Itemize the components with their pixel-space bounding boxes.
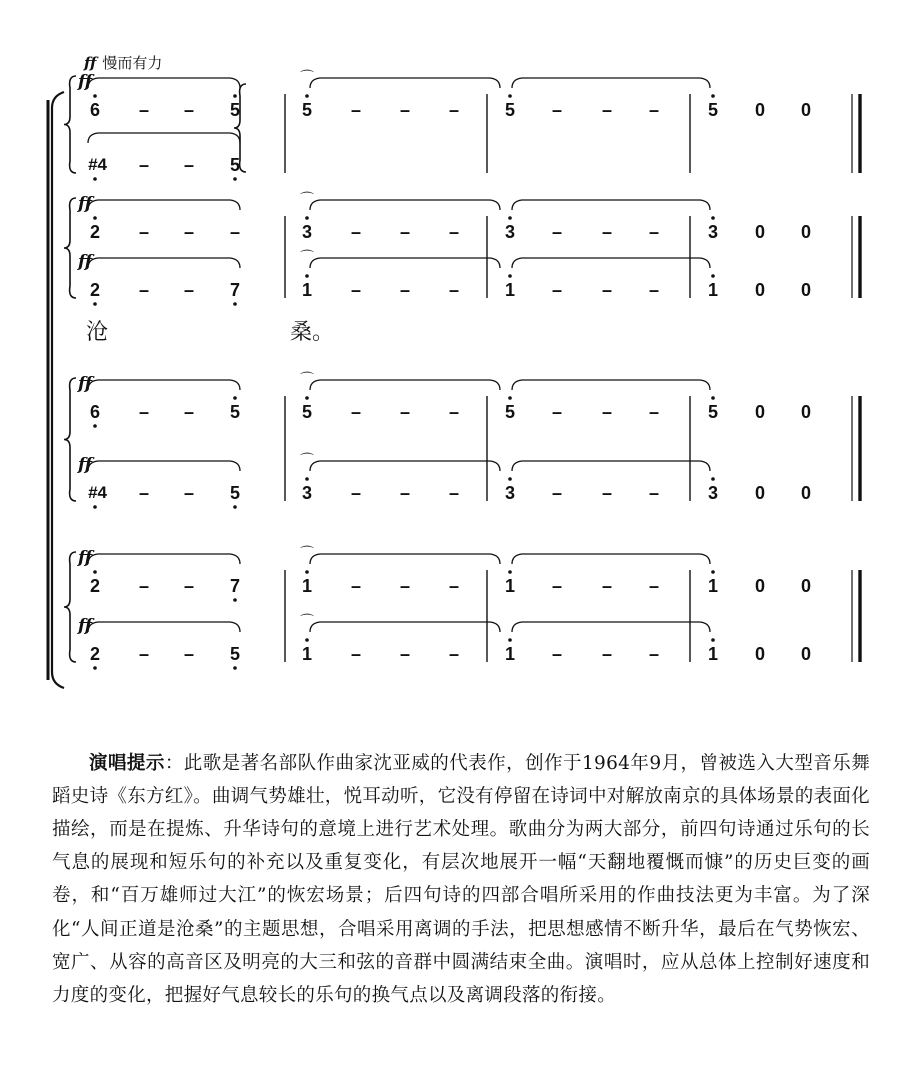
note: 5 — [301, 402, 312, 422]
note: #4 — [88, 155, 107, 174]
dash: – — [229, 222, 240, 242]
note: 7 — [229, 576, 240, 596]
note: 0 — [754, 222, 765, 242]
dash: – — [551, 222, 562, 242]
dash: – — [448, 222, 459, 242]
dash: – — [601, 483, 612, 503]
dynamic-mark: ff — [78, 252, 93, 272]
dash: – — [138, 644, 149, 664]
note: 0 — [754, 100, 765, 120]
dash: – — [183, 280, 194, 300]
note: 0 — [754, 280, 765, 300]
dash: – — [183, 222, 194, 242]
note: 3 — [301, 222, 312, 242]
note: 2 — [89, 576, 100, 596]
dash: – — [551, 100, 562, 120]
dash: – — [551, 576, 562, 596]
fermata-mark: ⌒ — [300, 545, 314, 561]
dash: – — [399, 576, 410, 596]
note: 0 — [800, 280, 811, 300]
note: 1 — [504, 576, 515, 596]
note: 5 — [707, 100, 718, 120]
dash: – — [448, 100, 459, 120]
dash: – — [448, 483, 459, 503]
dash: – — [601, 576, 612, 596]
dash: – — [350, 100, 361, 120]
note: 5 — [504, 100, 515, 120]
dash: – — [648, 402, 659, 422]
note: 1 — [707, 280, 718, 300]
dash: – — [350, 280, 361, 300]
note: 1 — [707, 644, 718, 664]
dash: – — [551, 644, 562, 664]
lyric: 桑。 — [290, 320, 335, 345]
note: 2 — [89, 280, 100, 300]
dash: – — [448, 280, 459, 300]
dash: – — [138, 402, 149, 422]
note: 1 — [301, 576, 312, 596]
note: 5 — [229, 100, 240, 120]
note: 0 — [800, 576, 811, 596]
dash: – — [183, 155, 194, 175]
note: 5 — [504, 402, 515, 422]
note: 6 — [89, 402, 100, 422]
note: 5 — [229, 155, 240, 175]
hint-body: ：此歌是著名部队作曲家沈亚威的代表作，创作于1964年9月，曾被选入大型音乐舞蹈史诗《东方红》。曲调气势雄壮，悦耳动听，它没有停留在诗词中对解放南京的具体场景的表面化描绘，而是在提炼、升华诗句的意境上进行艺术处理。歌曲分为两大部分，前四句诗通过乐句的长气息的展现和短乐句的补充以及重复变化，有层次地展开一幅“天翻地覆慨而慷”的历史巨变的画卷，和“百万雄师过大江”的恢宏场景；后四句诗的四部合唱所采用的作曲技法更为丰富。为了深化“人间正道是沧桑”的主题思想，合唱采用离调的手法，把思想感情不断升华，最后在气势恢宏、宽广、从容的高音区及明亮的大三和弦的音群中圆满结束全曲。演唱时，应从总体上控制好速度和力度的变化，把握好气息较长的乐句的换气点以及离调段落的衔接。 — [52, 752, 870, 1006]
note: 2 — [89, 222, 100, 242]
note: 5 — [229, 644, 240, 664]
dash: – — [138, 576, 149, 596]
dash: – — [648, 100, 659, 120]
note: 3 — [504, 483, 515, 503]
dynamic-mark: ff — [78, 374, 93, 394]
dash: – — [399, 644, 410, 664]
dash: – — [648, 483, 659, 503]
note: 1 — [301, 644, 312, 664]
dash: – — [350, 483, 361, 503]
note: 6 — [89, 100, 100, 120]
dash: – — [138, 155, 149, 175]
note: 3 — [707, 483, 718, 503]
note: 0 — [800, 644, 811, 664]
dash: – — [648, 222, 659, 242]
dash: – — [183, 576, 194, 596]
note: 0 — [800, 483, 811, 503]
note: 0 — [800, 100, 811, 120]
fermata-mark: ⌒ — [300, 191, 314, 207]
dash: – — [183, 402, 194, 422]
note: 7 — [229, 280, 240, 300]
dynamic-mark: ff — [78, 455, 93, 475]
dash: – — [399, 280, 410, 300]
note: 1 — [504, 280, 515, 300]
dash: – — [350, 402, 361, 422]
note: #4 — [88, 483, 107, 502]
dash: – — [183, 483, 194, 503]
dash: – — [399, 222, 410, 242]
note: 5 — [229, 402, 240, 422]
tempo-text: 慢而有力 — [102, 54, 163, 72]
note: 3 — [707, 222, 718, 242]
note: 0 — [800, 402, 811, 422]
note: 3 — [301, 483, 312, 503]
dash: – — [551, 402, 562, 422]
performance-notes — [52, 747, 870, 1013]
fermata-mark: ⌒ — [300, 613, 314, 629]
dash: – — [601, 222, 612, 242]
note: 5 — [301, 100, 312, 120]
note: 0 — [754, 402, 765, 422]
hint-label: 演唱提示 — [89, 752, 165, 774]
note: 3 — [504, 222, 515, 242]
dash: – — [399, 402, 410, 422]
note: 1 — [707, 576, 718, 596]
fermata-mark: ⌒ — [300, 371, 314, 387]
dynamic-mark: ff — [78, 194, 93, 214]
note: 5 — [707, 402, 718, 422]
dynamic-mark: ff — [78, 548, 93, 568]
dash: – — [138, 100, 149, 120]
tempo-dynamic: ff — [84, 54, 97, 72]
dash: – — [350, 644, 361, 664]
dash: – — [601, 280, 612, 300]
note: 0 — [754, 483, 765, 503]
note: 2 — [89, 644, 100, 664]
dash: – — [399, 100, 410, 120]
fermata-mark: ⌒ — [300, 249, 314, 265]
dash: – — [601, 402, 612, 422]
fermata-mark: ⌒ — [300, 452, 314, 468]
dash: – — [183, 644, 194, 664]
note: 0 — [800, 222, 811, 242]
dash: – — [350, 222, 361, 242]
dash: – — [448, 402, 459, 422]
dash: – — [138, 483, 149, 503]
note: 5 — [229, 483, 240, 503]
dash: – — [183, 100, 194, 120]
dash: – — [448, 576, 459, 596]
note: 0 — [754, 576, 765, 596]
dash: – — [138, 222, 149, 242]
dash: – — [551, 483, 562, 503]
dynamic-mark: ff — [78, 72, 93, 92]
dash: – — [648, 576, 659, 596]
note: 1 — [504, 644, 515, 664]
note: 1 — [301, 280, 312, 300]
lyric: 沧 — [86, 320, 109, 345]
dash: – — [551, 280, 562, 300]
dash: – — [399, 483, 410, 503]
note: 0 — [754, 644, 765, 664]
dash: – — [601, 644, 612, 664]
dash: – — [648, 280, 659, 300]
dash: – — [648, 644, 659, 664]
dash: – — [350, 576, 361, 596]
fermata-mark: ⌒ — [300, 69, 314, 85]
dash: – — [448, 644, 459, 664]
dash: – — [138, 280, 149, 300]
dynamic-mark: ff — [78, 616, 93, 636]
dash: – — [601, 100, 612, 120]
